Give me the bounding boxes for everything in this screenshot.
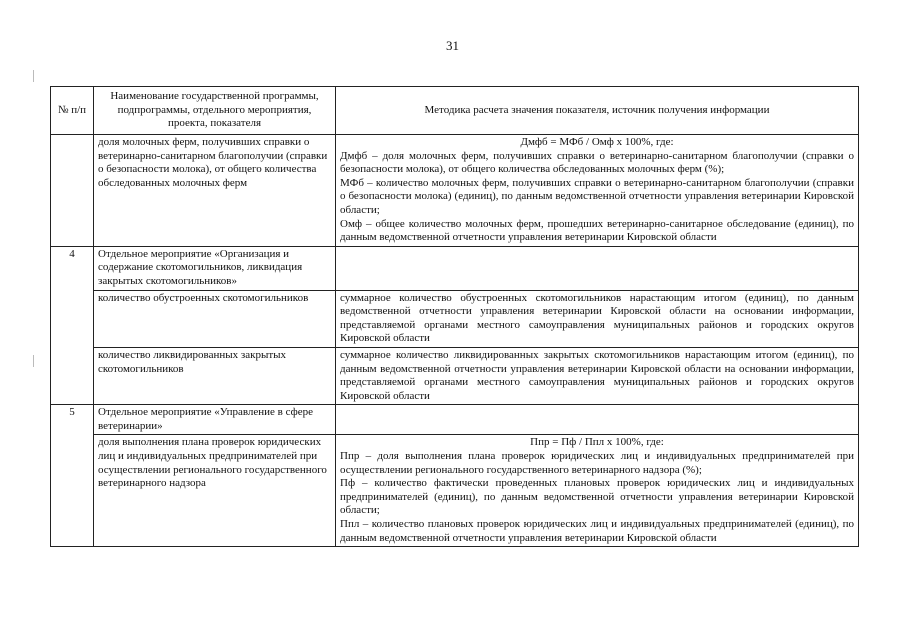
row-number bbox=[51, 135, 94, 247]
indicator-method bbox=[336, 405, 859, 435]
indicator-name: доля выполнения плана проверок юридических лиц и индивидуальных предпринимателей при осуществлении регионального государственного ветеринарного надзора bbox=[94, 435, 336, 547]
scan-margin-mark bbox=[33, 355, 34, 367]
header-number: № п/п bbox=[51, 87, 94, 135]
table-row bbox=[51, 435, 859, 547]
row-number bbox=[51, 290, 94, 347]
measure-name: Отдельное мероприятие «Организация и содержание скотомогильников, ликвидация закрытых скотомогильников» bbox=[94, 246, 336, 290]
formula: Дмфб = МФб / Омф х 100%, где: bbox=[520, 136, 674, 148]
formula-definition: Ппл – количество плановых проверок юридических лиц и индивидуальных предпринимателей (единиц), по данным ведомственной отчетности управления ветеринарии Кировской области bbox=[340, 518, 854, 544]
indicator-method bbox=[336, 435, 859, 547]
table-row bbox=[51, 246, 859, 290]
indicator-methodology-table bbox=[50, 86, 859, 547]
indicator-method bbox=[336, 246, 859, 290]
formula-definition: Ппр – доля выполнения плана проверок юридических лиц и индивидуальных предпринимателей при осуществлении регионального государственного ветеринарного надзора (%); bbox=[340, 450, 854, 476]
table-row bbox=[51, 405, 859, 435]
formula-definition: Пф – количество фактически проведенных плановых проверок юридических лиц и индивидуальных предпринимателей (единиц), по данным ведомственной отчетности управления ветеринарии Кировской области; bbox=[340, 477, 854, 517]
header-method: Методика расчета значения показателя, источник получения информации bbox=[336, 87, 859, 135]
page-number: 31 bbox=[446, 38, 459, 53]
indicator-name: доля молочных ферм, получивших справки о ветеринарно-санитарном благополучии (справки о безопасности молока), от общего количества обследованных молочных ферм bbox=[94, 135, 336, 247]
indicator-name: количество ликвидированных закрытых скотомогильников bbox=[94, 347, 336, 404]
row-number bbox=[51, 435, 94, 547]
row-number: 4 bbox=[51, 246, 94, 290]
table-row bbox=[51, 135, 859, 247]
indicator-method bbox=[336, 135, 859, 247]
formula-definition: Дмфб – доля молочных ферм, получивших справки о ветеринарно-санитарном благополучии (справки о безопасности молока), от общего количества обследованных молочных ферм (%); bbox=[340, 149, 854, 176]
measure-name: Отдельное мероприятие «Управление в сфере ветеринарии» bbox=[94, 405, 336, 435]
table-row bbox=[51, 347, 859, 404]
table-row bbox=[51, 290, 859, 347]
header-name: Наименование государственной программы, подпрограммы, отдельного мероприятия, проекта, показателя bbox=[94, 87, 336, 135]
formula: Ппр = Пф / Ппл х 100%, где: bbox=[530, 436, 664, 449]
row-number bbox=[51, 347, 94, 404]
formula-definition: Омф – общее количество молочных ферм, прошедших ветеринарно-санитарное обследование (единиц), по данным ведомственной отчетности управления ветеринарии Кировской области bbox=[340, 217, 854, 244]
formula-definition: МФб – количество молочных ферм, получивших справки о ветеринарно-санитарном благополучии (справки о безопасности молока) (единиц), по данным ведомственной отчетности управления ветеринарии Кировской области; bbox=[340, 176, 854, 216]
indicator-name: количество обустроенных скотомогильников bbox=[94, 290, 336, 347]
row-number: 5 bbox=[51, 405, 94, 435]
indicator-method: суммарное количество обустроенных скотомогильников нарастающим итогом (единиц), по данным ведомственной отчетности управления ветеринарии Кировской области на основании информации, представляемой органами местного самоуправления муниципальных районов и городских округов Кировской области bbox=[336, 290, 859, 347]
scan-margin-mark bbox=[33, 70, 34, 82]
indicator-method: суммарное количество ликвидированных закрытых скотомогильников нарастающим итогом (единиц), по данным ведомственной отчетности управления ветеринарии Кировской области на основании информации, представляемой органами местного самоуправления муниципальных районов и городских округов Кировской области bbox=[336, 347, 859, 404]
table-header-row bbox=[51, 87, 859, 135]
